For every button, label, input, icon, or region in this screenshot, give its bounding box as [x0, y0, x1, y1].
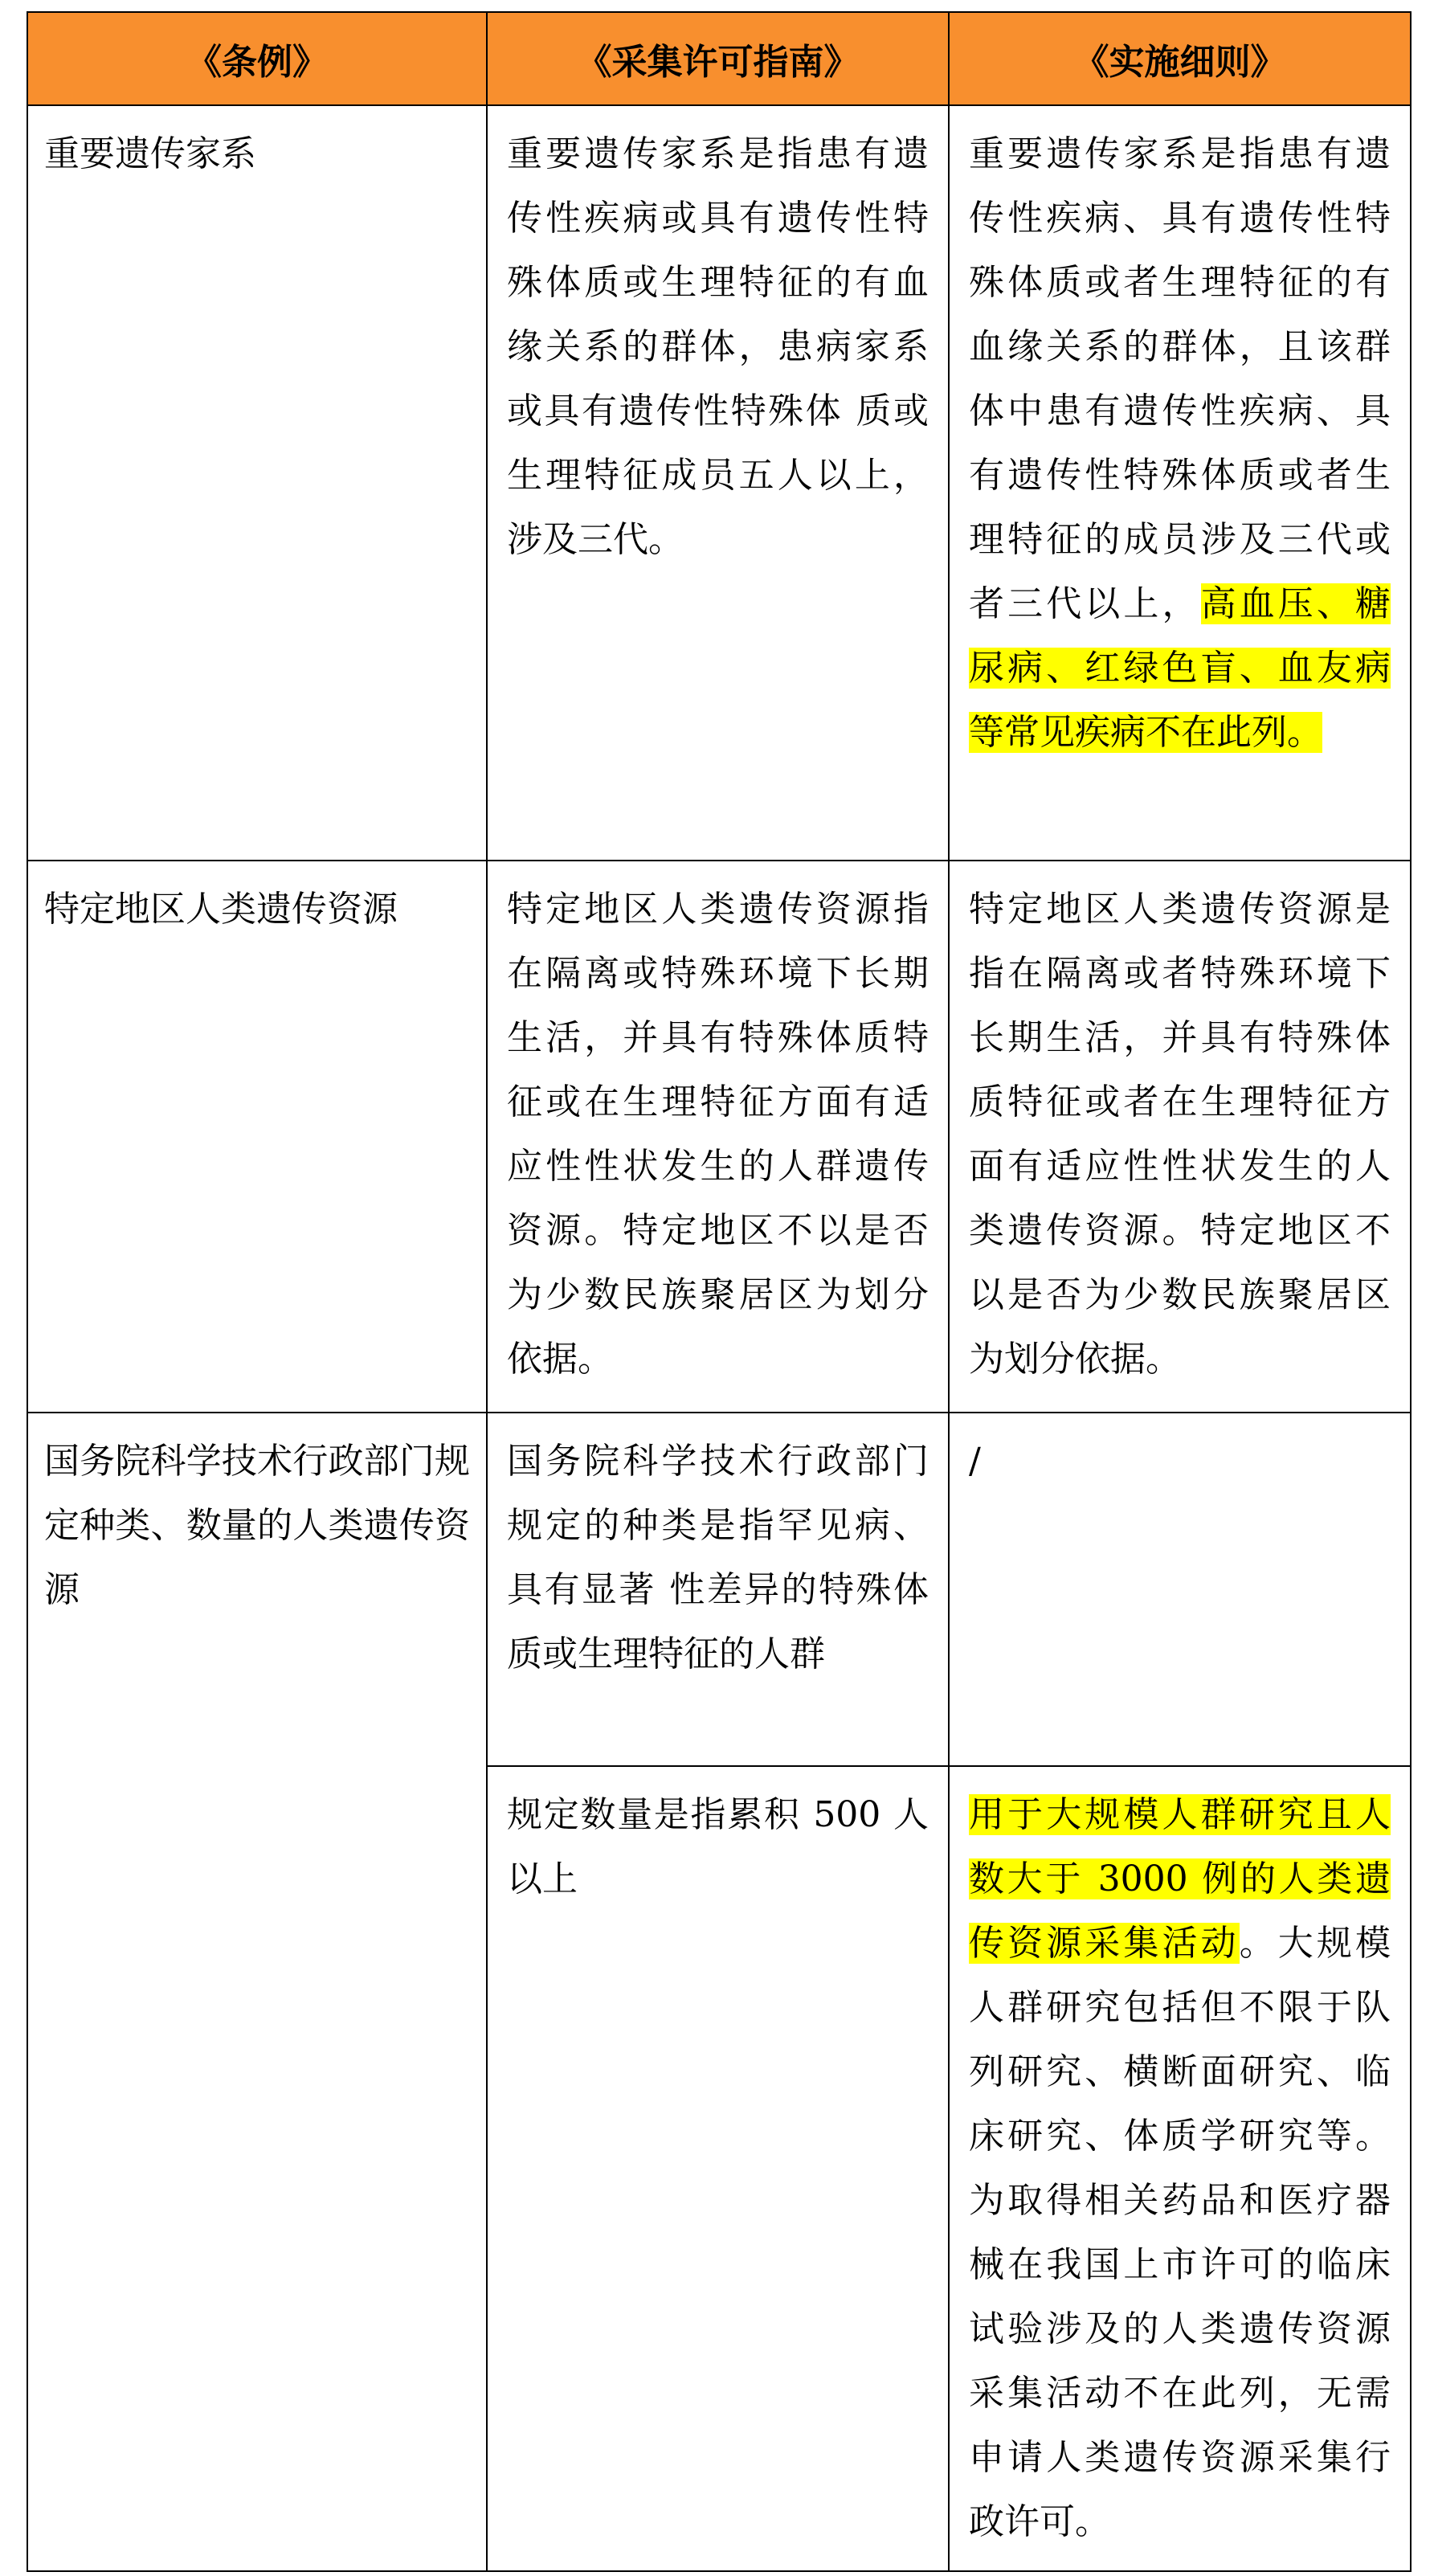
table-row: [27, 861, 1411, 1413]
row-1-rules: [949, 105, 1411, 861]
row-3-rules: [949, 1413, 1411, 1766]
row-4-guide: [487, 1766, 949, 2571]
row-1-regulation-text: 重要遗传家系: [44, 133, 256, 174]
row-1-rules-highlight: 高血压、糖尿病、红绿色盲、血友病等常见疾病不在此列。: [969, 583, 1391, 753]
header-regulation: 《条例》: [27, 12, 487, 105]
row-3-guide-text: 国务院科学技术行政部门规定的种类是指罕见病、具有显著 性差异的特殊体质或生理特征的人群: [507, 1441, 929, 1674]
row-4-rules: [949, 1766, 1411, 2571]
row-4-guide-text: 规定数量是指累积 500 人以上: [507, 1794, 929, 1899]
comparison-table: [27, 11, 1412, 2572]
row-3-guide: [487, 1413, 949, 1766]
row-3-regulation: [27, 1413, 487, 2571]
row-1-regulation: [27, 105, 487, 861]
row-3-rules-text: /: [969, 1441, 981, 1482]
row-2-rules-text: 特定地区人类遗传资源是指在隔离或者特殊环境下长期生活，并具有特殊体质特征或者在生理特征方面有适应性性状发生的人类遗传资源。特定地区不以是否为少数民族聚居区为划分依据。: [969, 889, 1391, 1380]
row-2-guide: [487, 861, 949, 1413]
table-row: [27, 1413, 1411, 1766]
header-row: [27, 12, 1411, 105]
row-4-rules-text: 。大规模人群研究包括但不限于队列研究、横断面研究、临床研究、体质学研究等。为取得相关药品和医疗器械在我国上市许可的临床试验涉及的人类遗传资源采集活动不在此列，无需申请人类遗传资源采集行政许可。: [969, 1923, 1391, 2542]
row-1-guide: [487, 105, 949, 861]
row-2-regulation-text: 特定地区人类遗传资源: [44, 889, 398, 930]
row-2-guide-text: 特定地区人类遗传资源指在隔离或特殊环境下长期生活，并具有特殊体质特征或在生理特征方面有适应性性状发生的人群遗传资源。特定地区不以是否为少数民族聚居区为划分依据。: [507, 889, 929, 1380]
header-implementation-rules: 《实施细则》: [949, 12, 1411, 105]
row-1-guide-text: 重要遗传家系是指患有遗传性疾病或具有遗传性特殊体质或生理特征的有血缘关系的群体，患病家系或具有遗传性特殊体 质或生理特征成员五人以上，涉及三代。: [507, 133, 929, 560]
row-1-rules-text: 重要遗传家系是指患有遗传性疾病、具有遗传性特殊体质或者生理特征的有血缘关系的群体，且该群体中患有遗传性疾病、具有遗传性特殊体质或者生理特征的成员涉及三代或者三代以上，: [969, 133, 1391, 624]
row-3-regulation-text: 国务院科学技术行政部门规定种类、数量的人类遗传资源: [44, 1441, 470, 1610]
header-collection-guide: 《采集许可指南》: [487, 12, 949, 105]
row-2-regulation: [27, 861, 487, 1413]
row-4-rules-highlight: 用于大规模人群研究且人数大于 3000 例的人类遗传资源采集活动: [969, 1794, 1391, 1964]
table-row: [27, 105, 1411, 861]
row-2-rules: [949, 861, 1411, 1413]
